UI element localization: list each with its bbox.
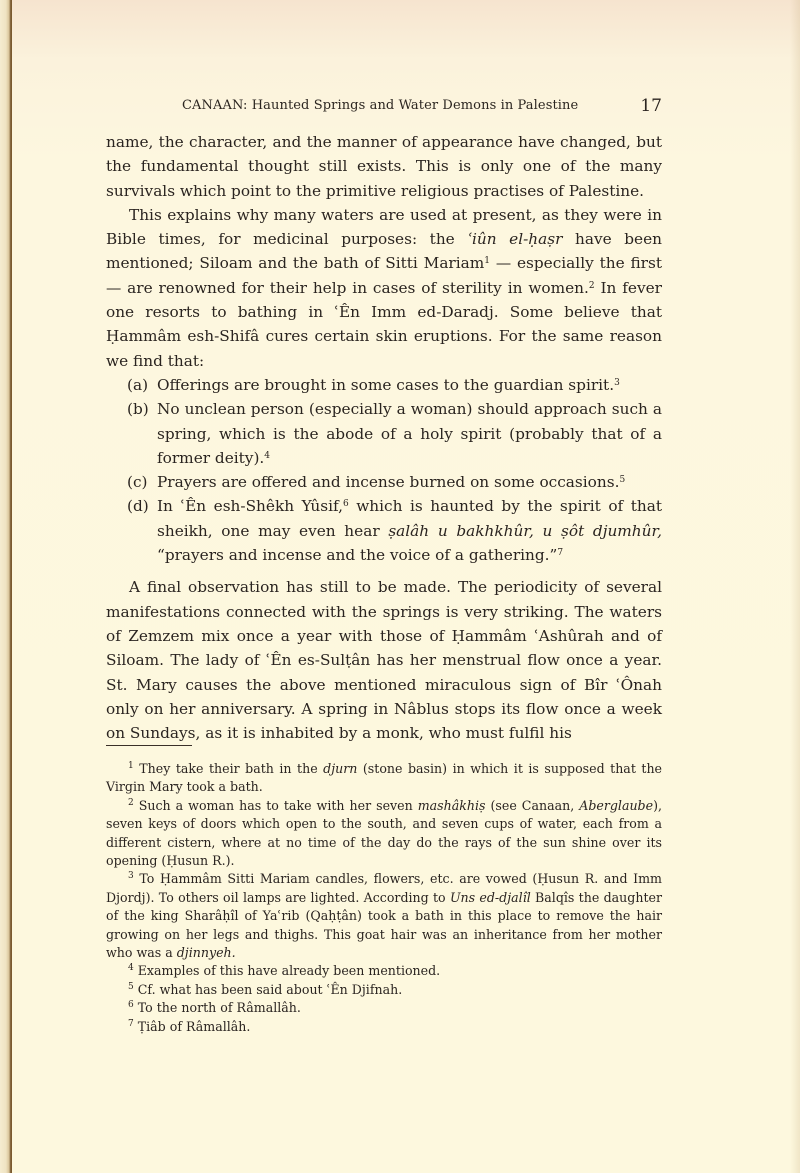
- page-number: 17: [640, 96, 662, 116]
- footnote-ref-3[interactable]: 3: [614, 377, 620, 388]
- list-item-b: (b) No unclean person (especially a woman) should approach such a spring, which is the abode of a holy spirit (probably that of a former deity).$^4$: [127, 400, 662, 467]
- arabic-term: ʿiûn el-ḥaṣr: [467, 230, 563, 249]
- page-edge-shade: [790, 0, 800, 1173]
- footnote-3: $^3$ To Ḥammâm Sitti Mariam candles, flowers, etc. are vowed (Ḥusun R. and Imm Djordj). To others oil lamps are lighted. According to Uns ed-djalîl Balqîs the daughter of the king Sharâḥîl of Yaʿrib (Qaḥṭân) took a bath in this place to remove the hair growing on her legs and thighs. This goat hair was an inheritance from her mother who was a djinnyeh.: [106, 871, 662, 961]
- footnote-ref-4[interactable]: 4: [264, 450, 271, 461]
- main-text: [106, 130, 662, 745]
- footnote-separator: [106, 745, 192, 746]
- footnote-2: $^2$ Such a woman has to take with her seven mashâkhiṣ (see Canaan, Aberglaube), seven keys of doors which open to the south, and seven cups of water, each from a different cistern, where at no time of the day do the rays of the sun shine over its opening (Ḥusun R.).: [106, 797, 662, 869]
- footnote-ref-1[interactable]: 1: [484, 256, 490, 267]
- arabic-term: ṣalâh u bakhkhûr, u ṣôt djumhûr,: [388, 521, 662, 540]
- paragraph-2: This explains why many waters are used at present, as they were in Bible times, for medicinal purposes: the ʿiûn el-ḥaṣr have been mentioned; Siloam and the bath of Sitti Mariam$^1$ — especially the first — are renowned for their help in cases of sterility in women.$^2$ In fever one resorts to bathing in ʿÊn Imm ed-Daradj. Some believe that Ḥammâm esh-Shifâ cures certain skin eruptions. For the same reason we find that:: [106, 205, 663, 370]
- footnote-ref-7[interactable]: 7: [557, 548, 564, 559]
- footnotes: [106, 760, 662, 1036]
- enumerated-list: [106, 373, 662, 567]
- footnote-ref-5[interactable]: 5: [619, 475, 626, 486]
- footnote-ref-6[interactable]: 6: [342, 499, 349, 510]
- list-item-a: (a) Offerings are brought in some cases to the guardian spirit.$^3$: [127, 375, 620, 394]
- footnote-7: $^7$ Ṭiâb of Râmallâh.: [128, 1018, 251, 1034]
- footnote-1: $^1$ They take their bath in the djurn (stone basin) in which it is supposed that the Virgin Mary took a bath.: [106, 761, 663, 795]
- running-head: CANAAN: Haunted Springs and Water Demons in Palestine: [182, 98, 579, 113]
- footnote-6: $^6$ To the north of Râmallâh.: [128, 1000, 301, 1016]
- list-item-d: (d) In ʿÊn esh-Shêkh Yûsif,$^6$ which is haunted by the spirit of that sheikh, one may even hear ṣalâh u bakhkhûr, u ṣôt djumhûr, “prayers and incense and the voice of a gathering.”$^7$: [127, 497, 662, 565]
- list-item-c: (c) Prayers are offered and incense burned on some occasions.$^5$: [127, 473, 626, 492]
- paragraph-1: name, the character, and the manner of appearance have changed, but the fundamental thought still exists. This is only one of the many survivals which point to the primitive religious practises of Palestine.: [106, 133, 662, 200]
- footnote-4: $^4$ Examples of this have already been mentioned.: [128, 963, 441, 979]
- book-spine-edge: [0, 0, 12, 1173]
- footnote-5: $^5$ Cf. what has been said about ʿÊn Djifnah.: [128, 981, 403, 997]
- paragraph-3: A final observation has still to be made. The periodicity of several manifestations connected with the springs is very striking. The waters of Zemzem mix once a year with those of Ḥammâm ʿAshûrah and of Siloam. The lady of ʿÊn es-Sulṭân has her menstrual flow once a year. St. Mary causes the above mentioned miraculous sign of Bîr ʿÔnah only on her anniversary. A spring in Nâblus stops its flow once a week on Sundays, as it is inhabited by a monk, who must fulfil his: [106, 578, 662, 743]
- footnote-ref-2[interactable]: 2: [588, 280, 595, 291]
